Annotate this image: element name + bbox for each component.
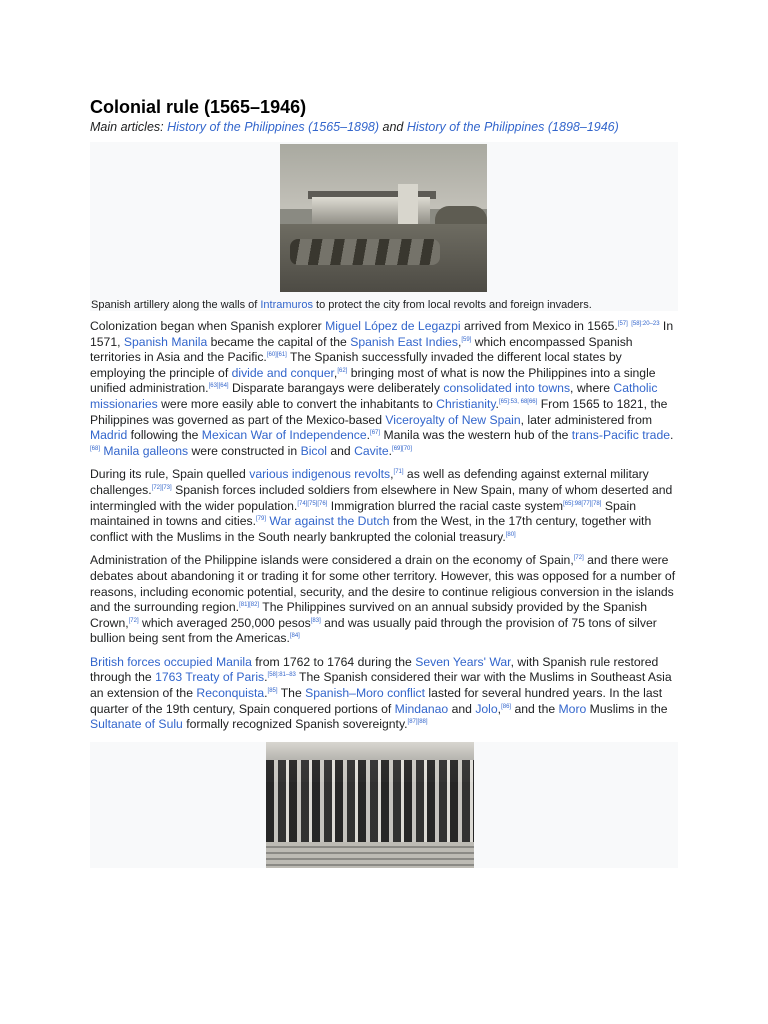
link-sultanate-of-sulu[interactable]: Sultanate of Sulu [90,717,183,732]
citation[interactable]: [79] [255,516,266,523]
citation[interactable]: [86] [501,703,512,710]
link-spanish-moro-conflict[interactable]: Spanish–Moro conflict [305,686,426,701]
citation[interactable]: [63][64] [208,383,229,390]
citation[interactable]: [80] [505,531,516,538]
link-mexican-war-of-independence[interactable]: Mexican War of Independence [201,428,367,443]
hatnote [90,119,678,135]
intramuros-artillery-photo[interactable] [280,144,487,292]
hatnote-prefix: Main articles: [90,120,168,134]
citation[interactable]: [87][88] [407,719,428,726]
link-intramuros[interactable]: Intramuros [260,299,313,311]
citation[interactable]: [58]:81–83 [267,672,296,679]
link-british-occupation[interactable]: British forces occupied Manila [90,654,252,669]
citation[interactable]: [85] [267,688,278,694]
link-madrid[interactable]: Madrid [90,428,128,443]
citation[interactable]: [74][75][76] [297,500,328,507]
citation[interactable]: [81][82] [239,602,260,609]
link-reconquista[interactable]: Reconquista [196,686,265,701]
citation[interactable]: [83] [310,617,321,624]
link-catholic-missionaries[interactable]: Catholic missionaries [90,381,658,411]
link-cavite[interactable]: Cavite [354,443,389,458]
link-jolo[interactable]: Jolo [475,701,498,716]
link-viceroyalty-new-spain[interactable]: Viceroyalty of New Spain [385,412,521,427]
caption-text: Spanish artillery along the walls of [91,299,261,311]
citation[interactable]: [72][73] [151,484,172,491]
citation[interactable]: [65]:53, 68[66] [498,398,538,405]
citation[interactable]: [67] [370,430,381,437]
hatnote-link-1565-1898[interactable]: History of the Philippines (1565–1898) [167,120,380,134]
paragraph-administration: Administration of the Philippine islands were considered a drain on the economy of Spain,[72] and there were debates about abandoning it or trading it for some other territory. However, this was opposed for a number of reasons, including economic potential, security, and the desire to continue religious conversion in the islands and the surrounding region.[81][82] The Philippines survived on an annual subsidy provided by the Spanish Crown,[72] which averaged 250,000 pesos[83] and was usually paid through the provision of 75 tons of silver bullion being sent from the Americas.[84] [90,553,676,646]
citation[interactable]: [72] [573,555,584,562]
figure-intramuros [90,142,678,311]
citation[interactable]: [69][70] [392,445,413,452]
link-consolidated-into-towns[interactable]: consolidated into towns [443,381,571,396]
hatnote-and: and [379,120,407,134]
citation[interactable]: [71] [393,469,404,476]
hatnote-link-1898-1946[interactable]: History of the Philippines (1898–1946) [406,120,619,134]
link-spanish-east-indies[interactable]: Spanish East Indies [350,334,458,349]
paragraph-british-occupation: British forces occupied Manila from 1762 to 1764 during the Seven Years' War, with Spanish rule restored through the 1763 Treaty of Paris.$^{[58]:81-83}$ The Spanish considered their war with the Muslims in Southeast Asia an extension of the Reconquista.[85] The Spanish–Moro conflict lasted for several hundred years. In the last quarter of the 19th century, Spain conquered portions of Mindanao and Jolo,[86] and the Moro Muslims in the Sultanate of Sulu formally recognized Spanish sovereignty.[87][88] [90,654,672,732]
paragraph-spanish-rule: During its rule, Spain quelled various indigenous revolts,[71] as well as defending against external military challenges.[72][73] Spanish forces included soldiers from elsewhere in New Spain, many of whom deserted and intermingled with the wider population.[74][75][76] Immigration blurred the racial caste system[65]:98[77][78] Spain maintained in towns and cities.[79] War against the Dutch from the West, in the 17th century, together with conflict with the Muslims in the South nearly bankrupted the colonial treasury.[80] [90,467,673,544]
link-war-against-dutch[interactable]: War against the Dutch [269,514,390,529]
link-legazpi[interactable]: Miguel López de Legazpi [325,319,461,333]
link-divide-and-conquer[interactable]: divide and conquer [231,365,334,380]
link-moro[interactable]: Moro [558,701,587,716]
citation[interactable]: [59] [461,336,472,343]
citation[interactable]: [84] [289,633,300,640]
paragraph-colonization: Colonization began when Spanish explorer Miguel López de Legazpi arrived from Mexico in 1565.[57] $^{[58]:20-23}$ In 1571, Spanish Manila became the capital of the Spanish East Indies,[59] which encompassed Spanish territories in Asia and the Pacific.[60][61] The Spanish successfully invaded the different local states by employing the principle of divide and conquer,[62] bringing most of what is now the Philippines into a single unified administration.[63][64] Disparate barangays were deliberately consolidated into towns, where Catholic missionaries were more easily able to convert the inhabitants to Christianity.[65]:53, 68[66] From 1565 to 1821, the Philippines was governed as part of the Mexico-based Viceroyalty of New Spain, later administered from Madrid following the Mexican War of Independence.[67] Manila was the western hub of the trans-Pacific trade.[68] Manila galleons were constructed in Bicol and Cavite.[69][70] [90,319,674,458]
citation[interactable]: [62] [337,367,348,374]
link-manila-galleons[interactable]: Manila galleons [103,443,189,458]
link-treaty-of-paris[interactable]: 1763 Treaty of Paris [155,670,265,685]
link-christianity[interactable]: Christianity [436,396,496,411]
section-heading: Colonial rule (1565–1946) [90,97,307,117]
citation[interactable]: [58]:20–23 [631,320,660,327]
figure-group-photo [90,742,678,868]
article-content [90,96,678,868]
link-mindanao[interactable]: Mindanao [394,701,449,716]
caption-text: to protect the city from local revolts and foreign invaders. [312,299,592,311]
link-trans-pacific-trade[interactable]: trans-Pacific trade [571,428,671,443]
group-portrait-photo[interactable] [266,742,474,868]
citation[interactable]: [68] [90,445,101,452]
link-seven-years-war[interactable]: Seven Years' War [415,654,511,669]
link-bicol[interactable]: Bicol [300,443,327,458]
citation[interactable]: [57] [617,320,628,327]
figure-caption [91,298,678,312]
citation[interactable]: [60][61] [266,352,287,359]
link-indigenous-revolts[interactable]: various indigenous revolts [249,467,391,482]
citation[interactable]: [72] [128,617,139,624]
citation[interactable]: [65]:98[77][78] [563,500,602,507]
link-spanish-manila[interactable]: Spanish Manila [123,334,208,349]
